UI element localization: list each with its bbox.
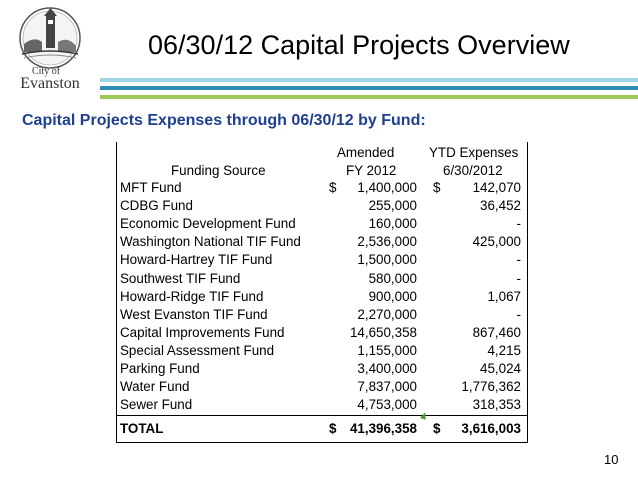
table-row (117, 271, 527, 289)
ytd-amount: - (516, 306, 521, 322)
fund-name: Howard-Ridge TIF Fund (120, 288, 264, 304)
fund-name: CDBG Fund (120, 198, 193, 214)
dollar-sign-amended: $ (329, 180, 337, 195)
total-ytd: 3,616,003 (461, 421, 521, 436)
decorative-bar-green (100, 95, 638, 99)
logo-text-city-of: City of (31, 66, 61, 77)
fund-name: Howard-Hartrey TIF Fund (120, 252, 273, 268)
amended-amount: 2,270,000 (357, 306, 417, 322)
fund-name: Special Assessment Fund (120, 342, 275, 358)
table-row (117, 307, 527, 325)
amended-amount: 1,400,000 (357, 180, 417, 195)
total-dollar-sign-amended: $ (329, 421, 337, 436)
ytd-amount: 142,070 (472, 180, 521, 195)
fund-name: Southwest TIF Fund (120, 270, 241, 286)
header-date: 6/30/2012 (443, 163, 503, 178)
slide-title: 06/30/12 Capital Projects Overview (148, 30, 570, 60)
amended-amount: 3,400,000 (357, 361, 417, 376)
amended-amount: 160,000 (368, 216, 417, 232)
ytd-amount: 318,353 (472, 397, 521, 413)
ytd-amount: - (516, 270, 521, 286)
ytd-amount: 867,460 (472, 324, 521, 340)
amended-amount: 4,753,000 (357, 397, 417, 413)
fund-name: Water Fund (120, 379, 190, 395)
slide-subtitle: Capital Projects Expenses through 06/30/12 by Fund: (22, 112, 426, 129)
table-row (117, 252, 527, 270)
table-row (117, 361, 527, 379)
ytd-amount: 4,215 (487, 342, 521, 358)
ytd-amount: 425,000 (472, 234, 521, 250)
capital-expenses-table (116, 142, 528, 443)
table-row (117, 343, 527, 361)
amended-amount: 580,000 (368, 270, 417, 286)
header-amended: Amended (337, 145, 395, 160)
total-row (117, 421, 527, 439)
table-row (117, 180, 527, 198)
dollar-sign-ytd: $ (433, 180, 441, 195)
ytd-amount: - (516, 216, 521, 232)
amended-amount: 1,500,000 (357, 252, 417, 268)
fund-name: MFT Fund (120, 180, 182, 195)
decorative-bar-blue (100, 86, 638, 90)
header-funding-source: Funding Source (171, 163, 266, 178)
table-row (117, 216, 527, 234)
logo-text-evanston: Evanston (20, 75, 80, 90)
ytd-amount: 1,776,362 (461, 379, 521, 395)
decorative-bar-light-blue (100, 78, 638, 82)
ytd-amount: - (516, 252, 521, 268)
table-row (117, 198, 527, 216)
table-row (117, 289, 527, 307)
table-row (117, 397, 527, 415)
amended-amount: 1,155,000 (357, 342, 417, 358)
ytd-amount: 36,452 (480, 198, 521, 214)
fund-name: Parking Fund (120, 361, 200, 376)
table-row (117, 325, 527, 343)
fund-name: Capital Improvements Fund (120, 324, 285, 340)
amended-amount: 900,000 (368, 288, 417, 304)
total-dollar-sign-ytd: $ (433, 421, 441, 436)
ytd-amount: 45,024 (480, 361, 521, 376)
fund-name: Washington National TIF Fund (120, 234, 301, 250)
amended-amount: 7,837,000 (357, 379, 417, 395)
amended-amount: 255,000 (368, 198, 417, 214)
header-ytd-expenses: YTD Expenses (429, 145, 519, 160)
ytd-amount: 1,067 (487, 288, 521, 304)
table-row (117, 379, 527, 397)
amended-amount: 2,536,000 (357, 234, 417, 250)
table-row (117, 234, 527, 252)
amended-amount: 14,650,358 (349, 324, 417, 340)
header-fy-2012: FY 2012 (346, 163, 397, 178)
fund-name: Sewer Fund (120, 397, 193, 413)
fund-name: West Evanston TIF Fund (120, 306, 268, 322)
page-number: 10 (604, 452, 619, 467)
total-label: TOTAL (120, 421, 164, 436)
total-divider (117, 415, 527, 416)
total-amended: 41,396,358 (349, 421, 417, 436)
fund-name: Economic Development Fund (120, 216, 296, 232)
city-of-evanston-logo (6, 2, 102, 90)
